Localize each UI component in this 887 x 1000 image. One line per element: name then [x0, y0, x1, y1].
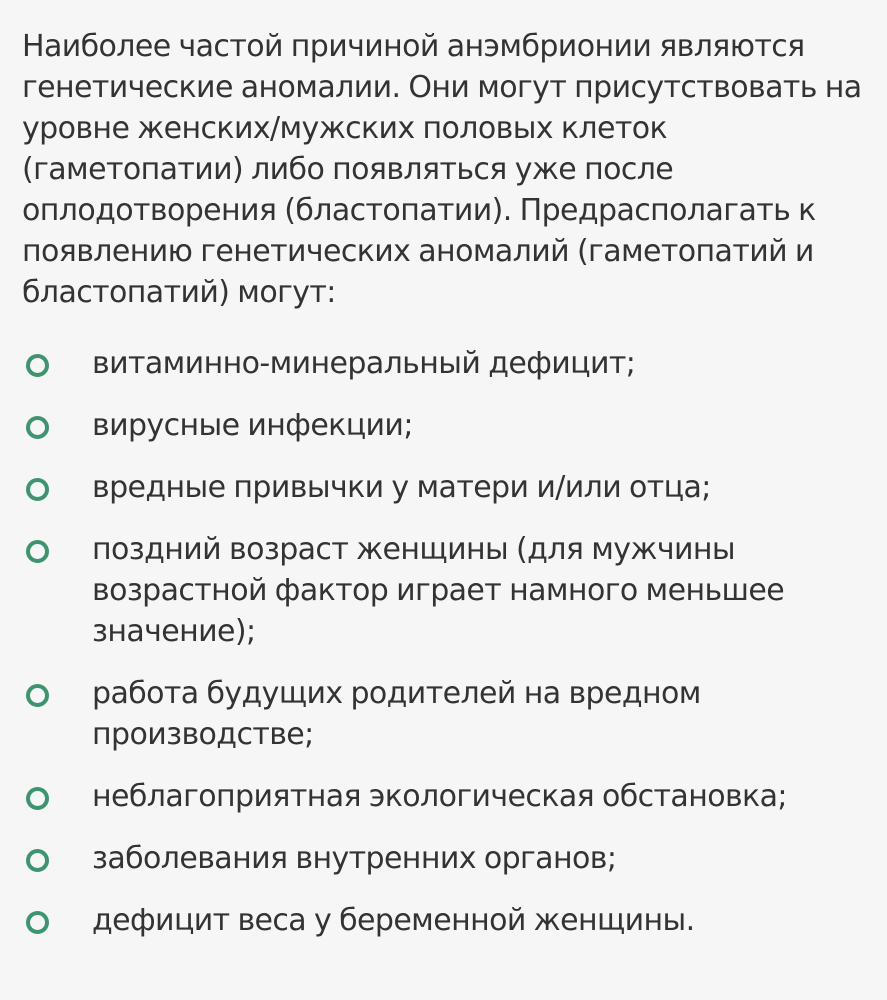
- list-item-text: вирусные инфекции;: [92, 408, 413, 443]
- list-item: [22, 343, 867, 384]
- list-item-text: поздний возраст женщины (для мужчины возрастной фактор играет намного меньшее значение);: [92, 532, 785, 649]
- circle-bullet-icon: [26, 684, 49, 707]
- risk-factors-list: [22, 343, 867, 941]
- circle-bullet-icon: [26, 540, 49, 563]
- list-item: [22, 900, 867, 941]
- circle-bullet-icon: [26, 354, 49, 377]
- list-item-text: работа будущих родителей на вредном производстве;: [92, 676, 701, 752]
- circle-bullet-icon: [26, 911, 49, 934]
- circle-bullet-icon: [26, 787, 49, 810]
- list-item-text: неблагоприятная экологическая обстановка;: [92, 779, 787, 814]
- circle-bullet-icon: [26, 849, 49, 872]
- intro-paragraph: Наиболее частой причиной анэмбрионии являются генетические аномалии. Они могут присутствовать на уровне женских/мужских половых клеток (гаметопатии) либо появляться уже после оплодотворения (бластопатии). Предрасполагать к появлению генетических аномалий (гаметопатий и бластопатий) могут:: [22, 29, 862, 310]
- list-item-text: витаминно-минеральный дефицит;: [92, 346, 636, 381]
- list-item: [22, 529, 867, 652]
- list-item-text: дефицит веса у беременной женщины.: [92, 903, 695, 938]
- list-item: [22, 673, 867, 755]
- circle-bullet-icon: [26, 478, 49, 501]
- circle-bullet-icon: [26, 416, 49, 439]
- list-item: [22, 776, 867, 817]
- list-item-text: заболевания внутренних органов;: [92, 841, 617, 876]
- list-item: [22, 838, 867, 879]
- list-item: [22, 405, 867, 446]
- list-item: [22, 467, 867, 508]
- list-item-text: вредные привычки у матери и/или отца;: [92, 470, 711, 505]
